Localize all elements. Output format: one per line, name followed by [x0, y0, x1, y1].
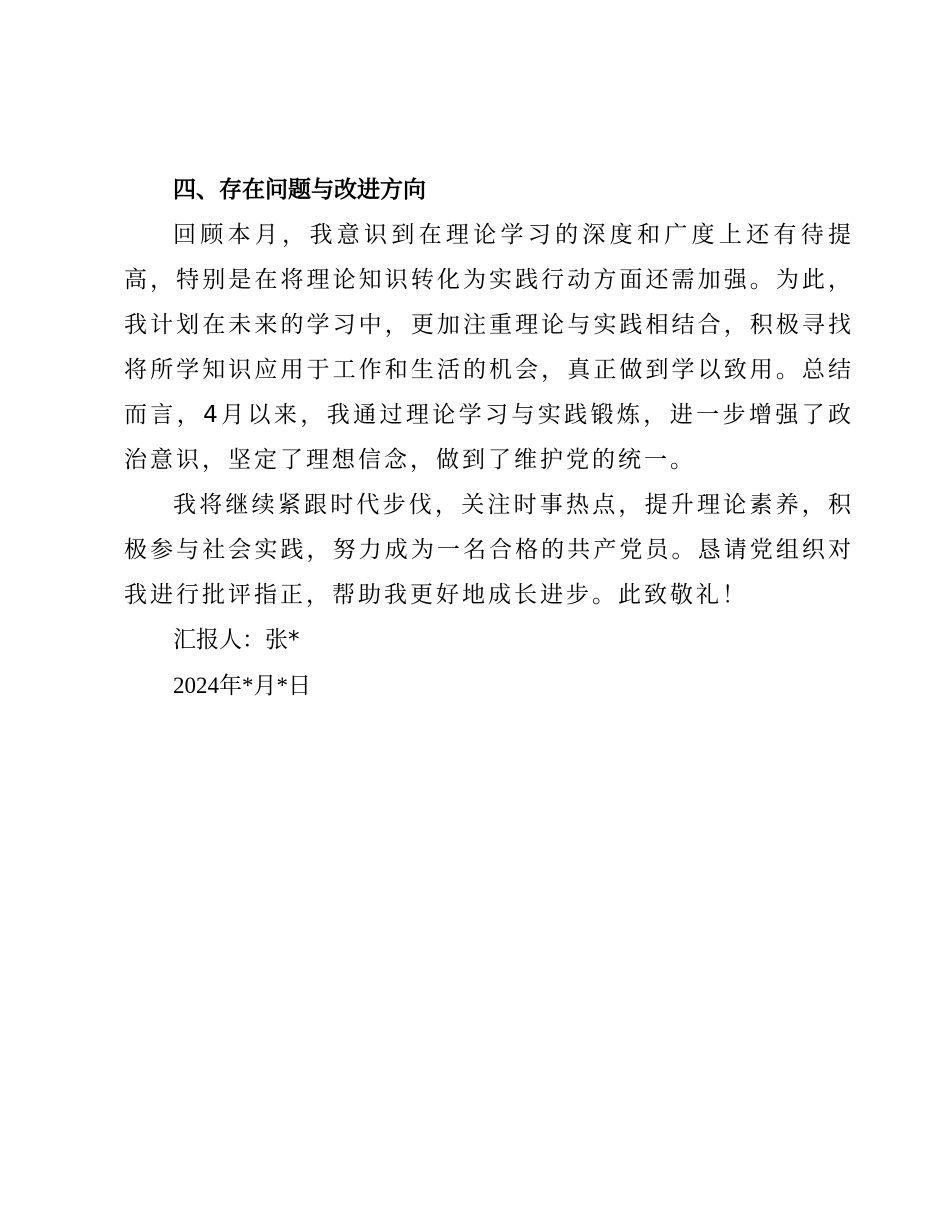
date-line: 2024年*月*日: [173, 673, 311, 698]
signature-line: 汇报人：张*: [173, 627, 300, 653]
document-body: [124, 168, 854, 708]
paragraph-commitment: 我将继续紧跟时代步伐，关注时事热点，提升理论素养，积极参与社会实践，努力成为一名合格的共产党员。恳请党组织对我进行批评指正，帮助我更好地成长进步。此致敬礼！: [124, 492, 854, 608]
section-heading: 四、存在问题与改进方向: [173, 177, 426, 203]
paragraph-review: 回顾本月，我意识到在理论学习的深度和广度上还有待提高，特别是在将理论知识转化为实践行动方面还需加强。为此，我计划在未来的学习中，更加注重理论与实践相结合，积极寻找将所学知识应用于工作和生活的机会，真正做到学以致用。总结而言，4月以来，我通过理论学习与实践锻炼，进一步增强了政治意识，坚定了理想信念，做到了维护党的统一。: [124, 222, 854, 473]
